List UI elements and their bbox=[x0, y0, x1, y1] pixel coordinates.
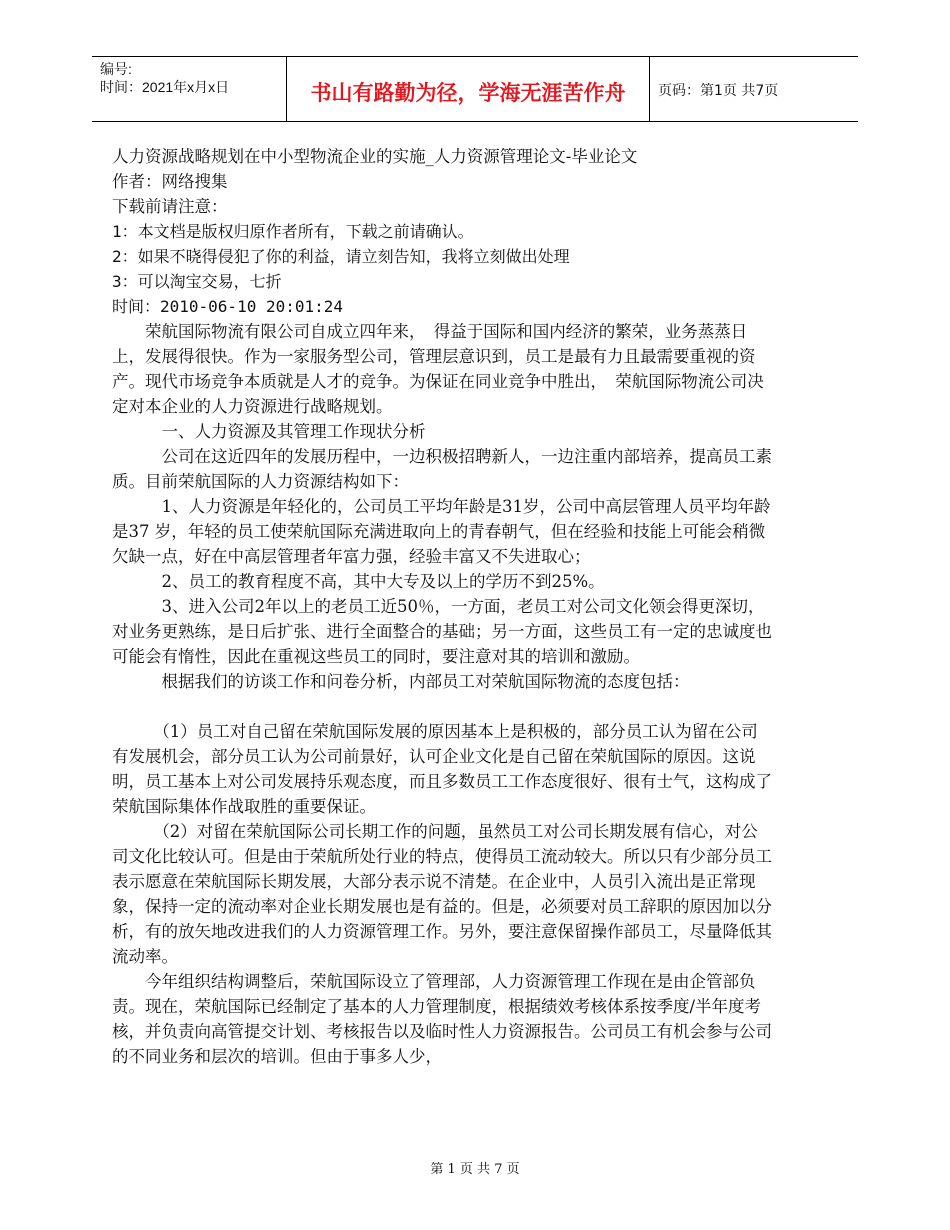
motto-text: 书山有路勤为径，学海无涯苦作舟 bbox=[310, 81, 626, 105]
section-heading: 一、人力资源及其管理工作现状分析 bbox=[145, 422, 426, 441]
notice-item: 1：本文档是版权归原作者所有，下载之前请确认。 bbox=[112, 222, 474, 241]
paragraph: （1）员工对自己留在荣航国际发展的原因基本上是积极的，部分员工认为留在公司有发展机会，部分员工认为公司前景好，认可企业文化是自己留在荣航国际的原因。这说明，员工基本上对公司发展持乐观态度，而且多数员工工作态度很好、很有士气，这构成了荣航国际集体作战取胜的重要保证。 bbox=[112, 722, 772, 816]
paragraph: 公司在这近四年的发展历程中，一边积极招聘新人，一边注重内部培养，提高员工素质。目前荣航国际的人力资源结构如下： bbox=[112, 447, 772, 491]
paragraph: 荣航国际物流有限公司自成立四年来， 得益于国际和国内经济的繁荣，业务蒸蒸日上，发展得很快。作为一家服务型公司，管理层意识到，员工是最有力且最需要重视的资产。现代市场竞争本质就是人才的竞争。为保证在同业竞争中胜出， 荣航国际物流公司决定对本企业的人力资源进行战略规划。 bbox=[112, 322, 764, 416]
paragraph: 2、员工的教育程度不高，其中大专及以上的学历不到25%。 bbox=[145, 572, 605, 591]
paragraph: 今年组织结构调整后，荣航国际设立了管理部，人力资源管理工作现在是由企管部负责。现在，荣航国际已经制定了基本的人力管理制度，根据绩效考核体系按季度/半年度考核，并负责向高管提交计划、考核报告以及临时性人力资源报告。公司员工有机会参与公司的不同业务和层次的培训。但由于事多人少， bbox=[112, 972, 772, 1066]
header-motto-cell bbox=[287, 57, 650, 121]
notice-item: 2：如果不晓得侵犯了你的利益，请立刻告知，我将立刻做出处理 bbox=[112, 247, 570, 266]
page-footer: 第 1 页 共 7 页 bbox=[430, 1162, 520, 1177]
header-page-cell bbox=[650, 57, 858, 121]
paragraph: 根据我们的访谈工作和问卷分析，内部员工对荣航国际物流的态度包括： bbox=[145, 672, 690, 691]
notice-item: 3：可以淘宝交易，七折 bbox=[112, 272, 282, 291]
document-time-label: 时间：2021年x月x日 bbox=[100, 79, 230, 95]
paragraph: 1、人力资源是年轻化的，公司员工平均年龄是31岁，公司中高层管理人员平均年龄是37 岁，年轻的员工使荣航国际充满进取向上的青春朝气，但在经验和技能上可能会稍微欠缺一点，好在中高层管理者年富力强，经验丰富又不失进取心； bbox=[112, 497, 771, 566]
article-title: 人力资源战略规划在中小型物流企业的实施_人力资源管理论文-毕业论文 bbox=[112, 147, 638, 166]
page-info-label: 页码：第1页 共7页 bbox=[658, 83, 779, 99]
blank-line bbox=[112, 694, 772, 719]
article-body bbox=[112, 144, 772, 1069]
header-meta-cell bbox=[92, 57, 287, 121]
article-author: 作者：网络搜集 bbox=[112, 172, 228, 191]
paragraph: （2）对留在荣航国际公司长期工作的问题，虽然员工对公司长期发展有信心，对公司文化比较认可。但是由于荣航所处行业的特点，使得员工流动较大。所以只有少部分员工表示愿意在荣航国际长期发展，大部分表示说不清楚。在企业中，人员引入流出是正常现象，保持一定的流动率对企业长期发展也是有益的。但是，必须要对员工辞职的原因加以分析，有的放矢地改进我们的人力资源管理工作。另外，要注意保留操作部员工，尽量降低其流动率。 bbox=[112, 822, 772, 966]
document-number-label: 编号: bbox=[100, 61, 132, 77]
notice-heading: 下载前请注意： bbox=[112, 197, 228, 216]
paragraph: 3、进入公司2年以上的老员工近50％，一方面，老员工对公司文化领会得更深切，对业务更熟练，是日后扩张、进行全面整合的基础；另一方面，这些员工有一定的忠诚度也可能会有惰性，因此在重视这些员工的同时，要注意对其的培训和激励。 bbox=[112, 597, 772, 666]
page-header bbox=[92, 56, 858, 122]
article-time: 时间：2010-06-10 20:01:24 bbox=[112, 297, 344, 316]
